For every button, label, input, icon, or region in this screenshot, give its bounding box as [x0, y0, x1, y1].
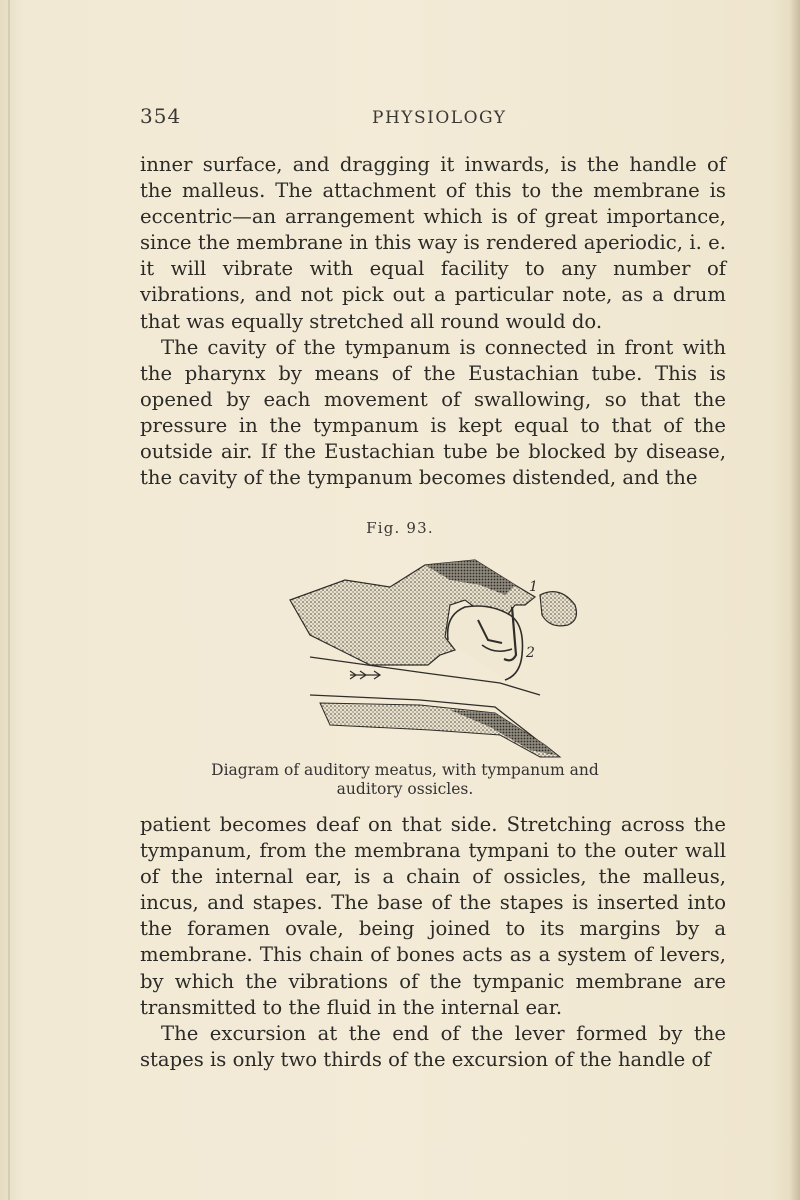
- right-bone-knob: [540, 592, 576, 626]
- body-text-top: [140, 152, 726, 491]
- auditory-meatus-diagram: [250, 545, 590, 760]
- gutter-line: [8, 0, 10, 1200]
- figure-label: Fig. 93.: [366, 519, 434, 537]
- page-header: [0, 104, 800, 144]
- tympanum-cavity: [448, 606, 523, 680]
- paragraph: The excursion at the end of the lever formed by the stapes is only two thirds of the excursion of the handle of: [140, 1021, 726, 1071]
- running-head: PHYSIOLOGY: [372, 108, 507, 128]
- figure-caption: Diagram of auditory meatus, with tympanum and auditory ossicles.: [211, 761, 599, 798]
- sound-direction-arrow: [350, 671, 380, 679]
- paragraph: patient becomes deaf on that side. Stretching across the tympanum, from the membrana tympani to the outer wall of the internal ear, is a chain of ossicles, the malleus, incus, and stapes. The base of the stapes is inserted into the foramen ovale, being joined to its margins by a membrane. This chain of bones acts as a system of levers, by which the vibrations of the tympanic membrane are transmitted to the fluid in the internal ear.: [140, 813, 726, 1019]
- annotation-label: 2: [526, 645, 535, 661]
- paragraph: The cavity of the tympanum is connected in front with the pharynx by means of the Eustachian tube. This is opened by each movement of swallowing, so that the pressure in the tympanum is kept equal to that of the outside air. If the Eustachian tube be blocked by disease, the cavity of the tympanum becomes distended, and the: [140, 335, 726, 490]
- page-edge: [790, 0, 800, 1200]
- annotation-label: 1: [529, 579, 538, 595]
- paragraph: inner surface, and dragging it inwards, is the handle of the malleus. The attachment of this to the membrane is eccentric—an arrangement which is of great importance, since the membrane in this way is rendered aperiodic, i. e. it will vibrate with equal facility to any number of vibrations, and not pick out a particular note, as a drum that was equally stretched all round would do.: [140, 153, 726, 333]
- body-text-bottom: [140, 812, 726, 1073]
- page-number: 354: [140, 104, 182, 128]
